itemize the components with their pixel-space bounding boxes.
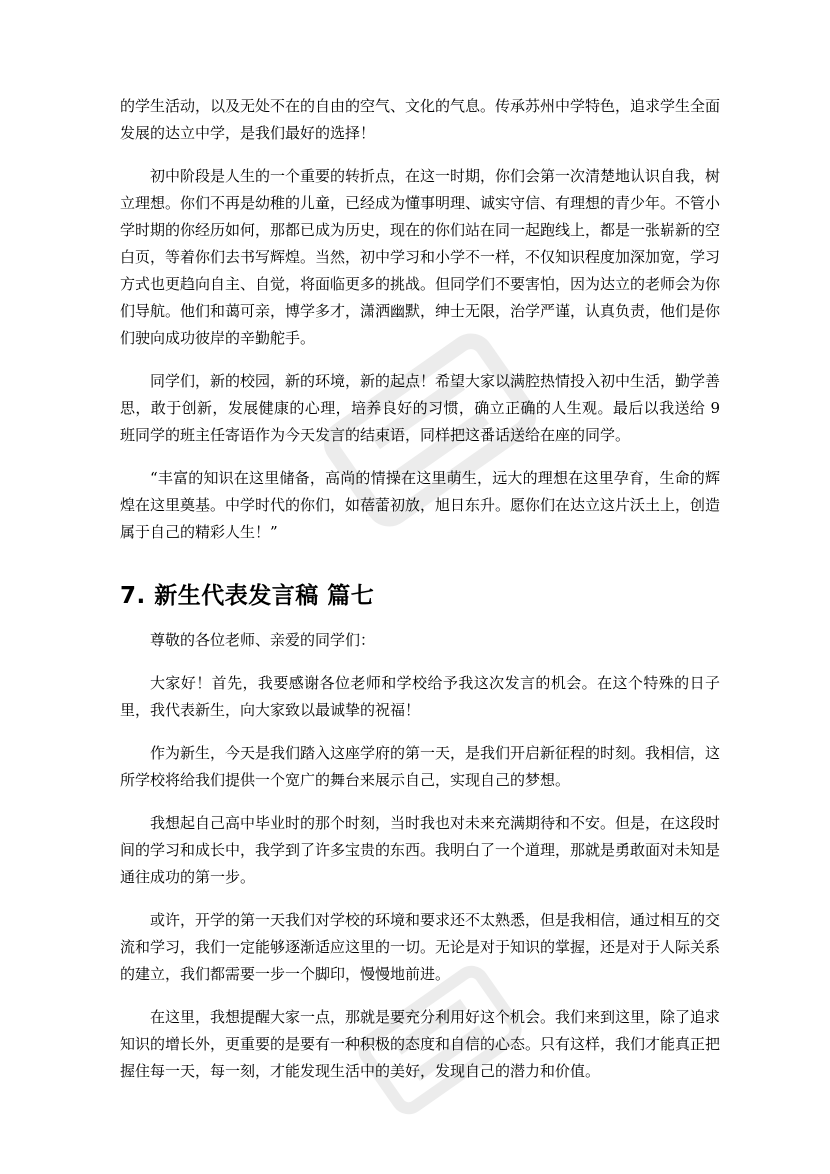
greeting: 尊敬的各位老师、亲爱的同学们： (150, 631, 376, 649)
paragraph: 大家好！首先，我要感谢各位老师和学校给予我这次发言的机会。在这个特殊的日子里，我代表新生，向大家致以最诚挚的祝福！ (120, 674, 720, 719)
paragraph: 作为新生，今天是我们踏入这座学府的第一天，是我们开启新征程的时刻。我相信，这所学校将给我们提供一个宽广的舞台来展示自己，实现自己的梦想。 (120, 744, 721, 789)
paragraph: 或许，开学的第一天我们对学校的环境和要求还不太熟悉，但是我相信，通过相互的交流和学习，我们一定能够逐渐适应这里的一切。无论是对于知识的掌握，还是对于人际关系的建立，我们都需要一步一个脚印，慢慢地前进。 (120, 911, 721, 983)
paragraph: 同学们，新的校园，新的环境，新的起点！希望大家以满腔热情投入初中生活，勤学善思，敢于创新，发展健康的心理，培养良好的习惯，确立正确的人生观。最后以我送给 9 班同学的班主任寄语作为今天发言的结束语，同样把这番话送给在座的同学。 (120, 372, 721, 444)
document-body (120, 93, 720, 1101)
paragraph: 我想起自己高中毕业时的那个时刻，当时我也对未来充满期待和不安。但是，在这段时间的学习和成长中，我学到了许多宝贵的东西。我明白了一个道理，那就是勇敢面对未知是通往成功的第一步。 (120, 814, 721, 886)
paragraph-quote: “丰富的知识在这里储备，高尚的情操在这里萌生，远大的理想在这里孕育，生命的辉煌在这里奠基。中学时代的你们，如蓓蕾初放，旭日东升。愿你们在达立这片沃土上，创造属于自己的精彩人生！” (120, 469, 721, 541)
paragraph-continuation: 的学生活动，以及无处不在的自由的空气、文化的气息。传承苏州中学特色，追求学生全面发展的达立中学，是我们最好的选择！ (120, 97, 721, 142)
paragraph: 在这里，我想提醒大家一点，那就是要充分利用好这个机会。我们来到这里，除了追求知识的增长外，更重要的是要有一种积极的态度和自信的心态。只有这样，我们才能真正把握住每一天，每一刻，才能发现生活中的美好，发现自己的潜力和价值。 (120, 1008, 721, 1080)
section-heading: 7. 新生代表发言稿 篇七 (120, 583, 375, 609)
paragraph: 初中阶段是人生的一个重要的转折点，在这一时期，你们会第一次清楚地认识自我，树立理想。你们不再是幼稚的儿童，已经成为懂事明理、诚实守信、有理想的青少年。不管小学时期的你经历如何，那都已成为历史，现在的你们站在同一起跑线上，都是一张崭新的空白页，等着你们去书写辉煌。当然，初中学习和小学不一样，不仅知识程度加深加宽，学习方式也更趋向自主、自觉，将面临更多的挑战。但同学们不要害怕，因为达立的老师会为你们导航。他们和蔼可亲，博学多才，潇洒幽默，绅士无限，治学严谨，认真负责，他们是你们驶向成功彼岸的辛勤舵手。 (120, 167, 721, 347)
